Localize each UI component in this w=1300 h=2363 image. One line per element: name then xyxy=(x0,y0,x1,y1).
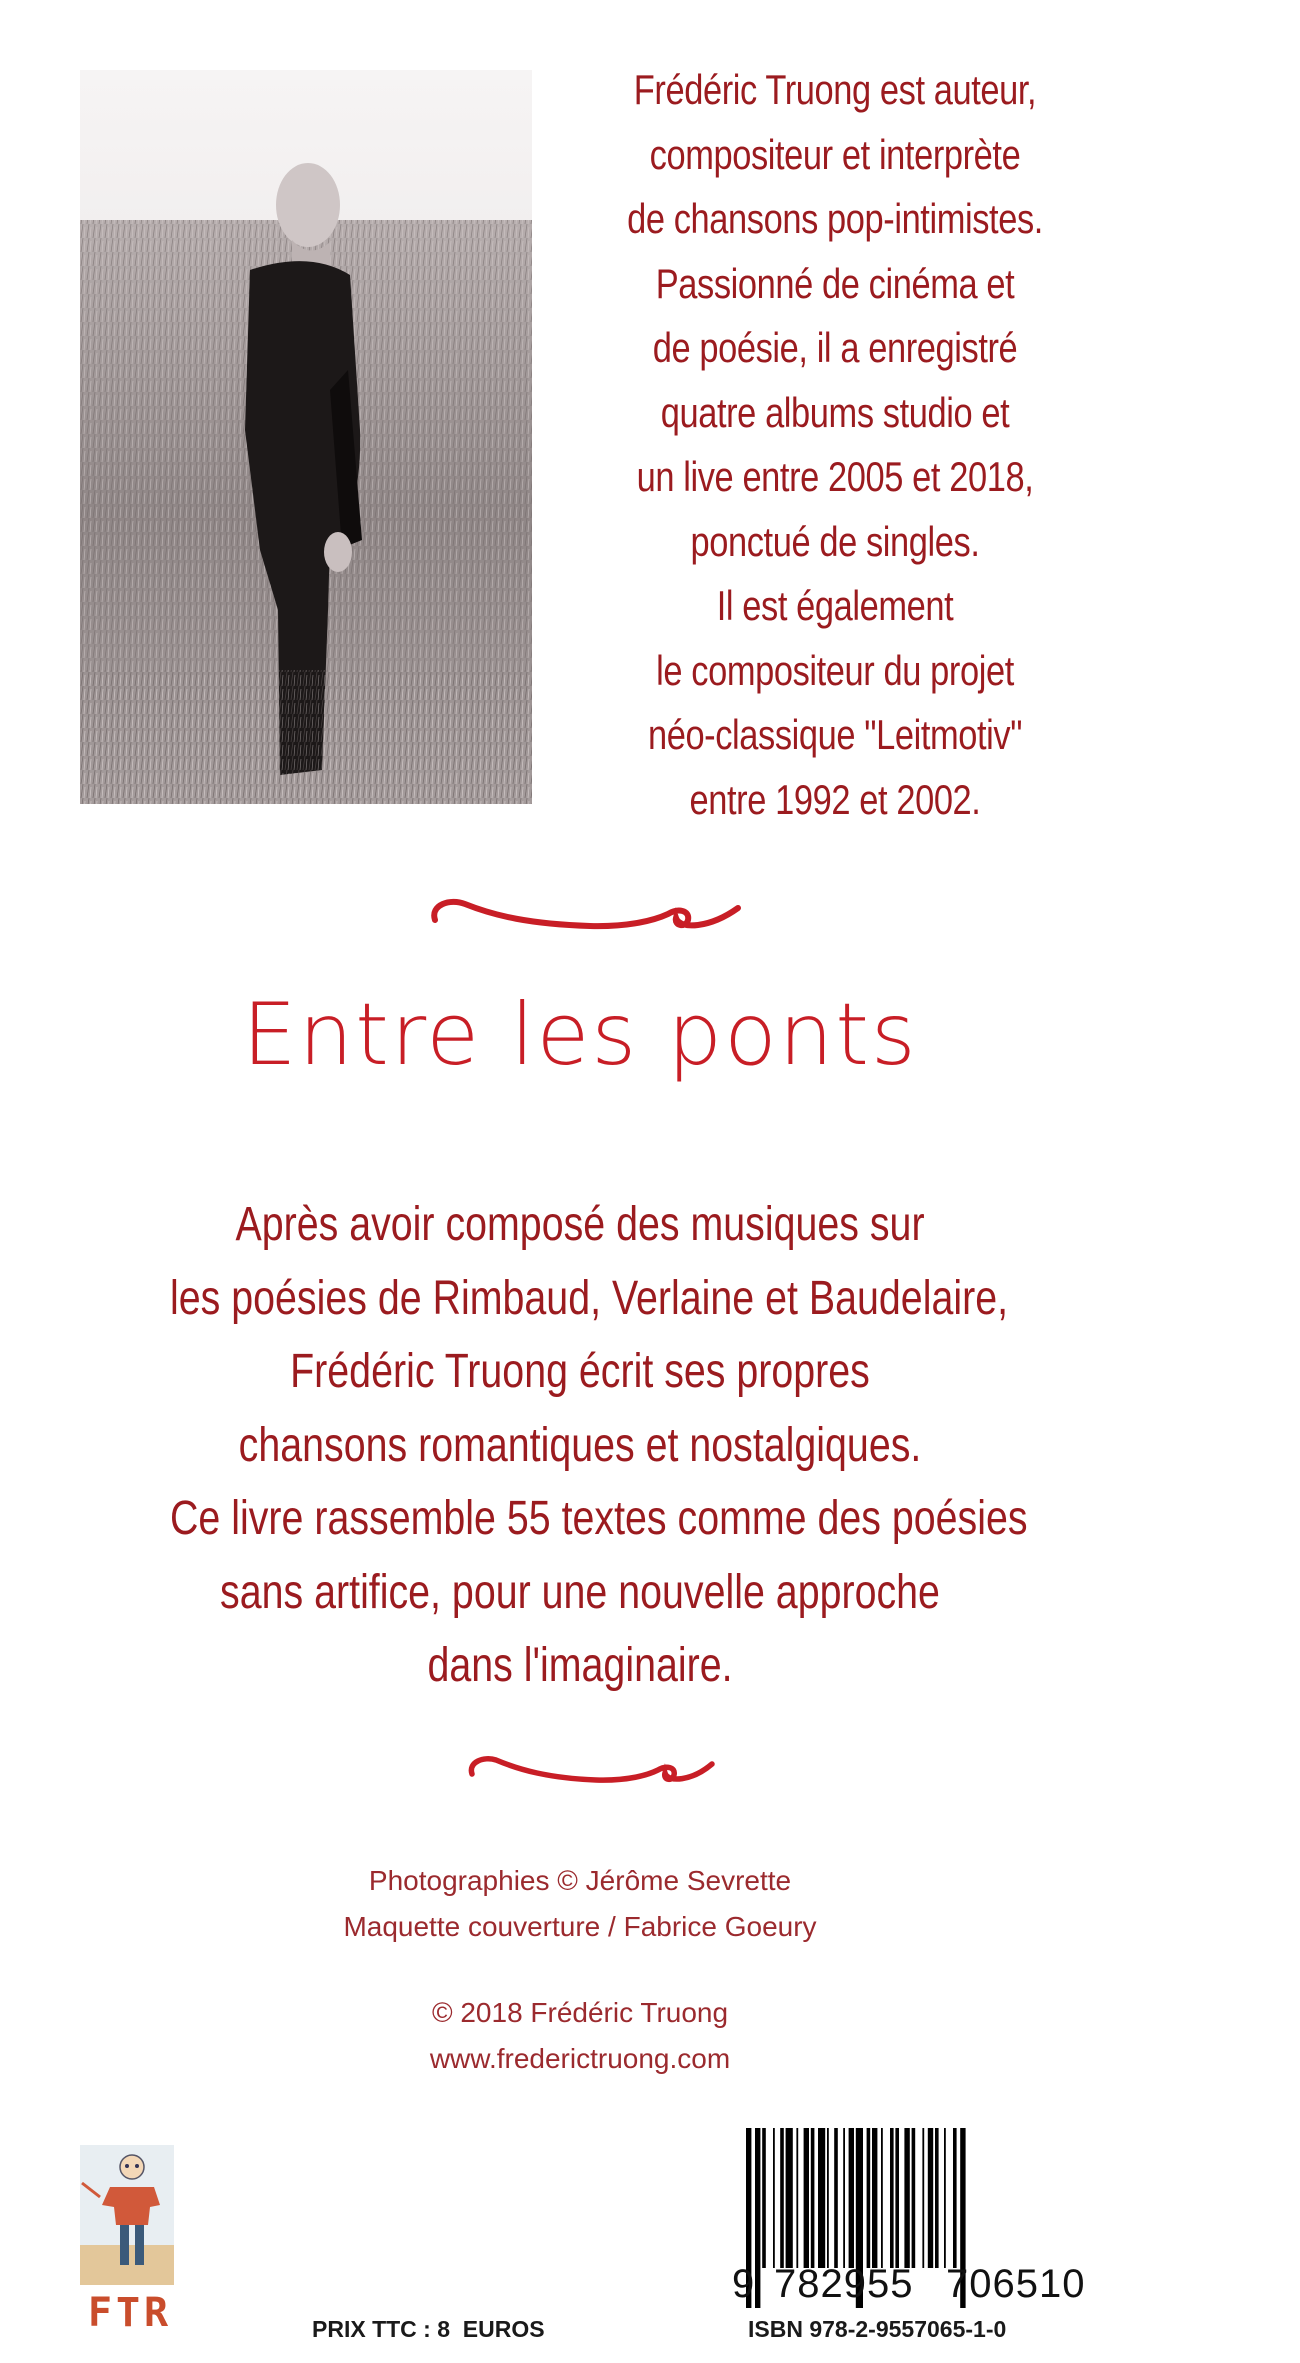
bio-line: compositeur et interprète xyxy=(649,130,1021,178)
barcode-bar xyxy=(786,2128,793,2268)
barcode-bar xyxy=(780,2128,784,2268)
book-title: Entre les ponts xyxy=(242,985,918,1085)
barcode-bar xyxy=(804,2128,809,2268)
copyright-text: © 2018 Frédéric Truong xyxy=(431,1997,729,2028)
barcode-bar xyxy=(935,2128,939,2268)
barcode-bar xyxy=(890,2128,894,2268)
barcode-bar xyxy=(843,2128,845,2268)
bio-line: de chansons pop-intimistes. xyxy=(627,195,1043,242)
barcode-bar xyxy=(849,2128,854,2268)
barcode-bar xyxy=(953,2128,957,2268)
blurb-line: Après avoir composé des musiques sur xyxy=(235,1198,925,1251)
blurb-line: Frédéric Truong écrit ses propres xyxy=(290,1345,870,1398)
bio-line: le compositeur du projet xyxy=(656,646,1014,694)
bio-line: Il est également xyxy=(716,582,954,629)
barcode-digits-left: 782955 xyxy=(774,2262,914,2306)
barcode-bar xyxy=(762,2128,766,2268)
barcode-bar xyxy=(872,2128,877,2268)
barcode-bar xyxy=(867,2128,871,2268)
bio-line: Passionné de cinéma et xyxy=(655,259,1015,307)
author-bio xyxy=(560,58,1110,832)
flourish-ornament-bottom xyxy=(460,1748,720,1800)
bio-line: un live entre 2005 et 2018, xyxy=(636,453,1034,500)
isbn-label: ISBN 978-2-9557065-1-0 xyxy=(748,2316,1007,2342)
barcode-bar xyxy=(827,2128,829,2268)
cover-credit: Maquette couverture / Fabrice Goeury xyxy=(343,1911,817,1942)
credits-block xyxy=(230,1858,930,1950)
blurb-line: les poésies de Rimbaud, Verlaine et Baudelaire, xyxy=(170,1271,1009,1325)
bio-line: entre 1992 et 2002. xyxy=(689,775,981,823)
blurb-line: chansons romantiques et nostalgiques. xyxy=(238,1418,922,1472)
price-label: PRIX TTC : 8 EUROS xyxy=(312,2316,545,2342)
barcode-bar xyxy=(755,2128,760,2308)
blurb-line: dans l'imaginaire. xyxy=(427,1639,733,1692)
publisher-logo-text: FTR xyxy=(87,2290,173,2336)
barcode-bar xyxy=(834,2128,838,2268)
barcode-bar xyxy=(904,2128,909,2268)
flourish-ornament-top xyxy=(420,890,750,950)
barcode-bar xyxy=(773,2128,775,2268)
barcode-bar xyxy=(928,2128,933,2268)
photo-credit: Photographies © Jérôme Sevrette xyxy=(368,1865,792,1896)
copyright-block xyxy=(230,1990,930,2082)
barcode-bar xyxy=(944,2128,946,2268)
bio-line: de poésie, il a enregistré xyxy=(652,324,1018,371)
blurb-line: sans artifice, pour une nouvelle approche xyxy=(220,1565,940,1619)
bio-line: Frédéric Truong est auteur, xyxy=(633,66,1037,113)
barcode-bar xyxy=(796,2128,798,2268)
barcode-bar xyxy=(895,2128,899,2268)
bio-line: quatre albums studio et xyxy=(660,388,1010,436)
barcode-bar xyxy=(922,2128,924,2268)
book-blurb xyxy=(80,1188,1080,1703)
barcode-bar xyxy=(912,2128,916,2268)
barcode-bar xyxy=(881,2128,883,2268)
website-link[interactable]: www.frederictruong.com xyxy=(429,2043,731,2074)
bio-line: ponctué de singles. xyxy=(690,517,980,565)
author-photo xyxy=(80,70,532,804)
barcode-digits-right: 706510 xyxy=(946,2262,1086,2306)
barcode-digit-first: 9 xyxy=(732,2262,756,2306)
bio-line: néo-classique "Leitmotiv" xyxy=(647,711,1023,758)
barcode-bar xyxy=(818,2128,825,2268)
barcode-bar xyxy=(811,2128,815,2268)
blurb-line: Ce livre rassemble 55 textes comme des poésies xyxy=(170,1492,1028,1545)
